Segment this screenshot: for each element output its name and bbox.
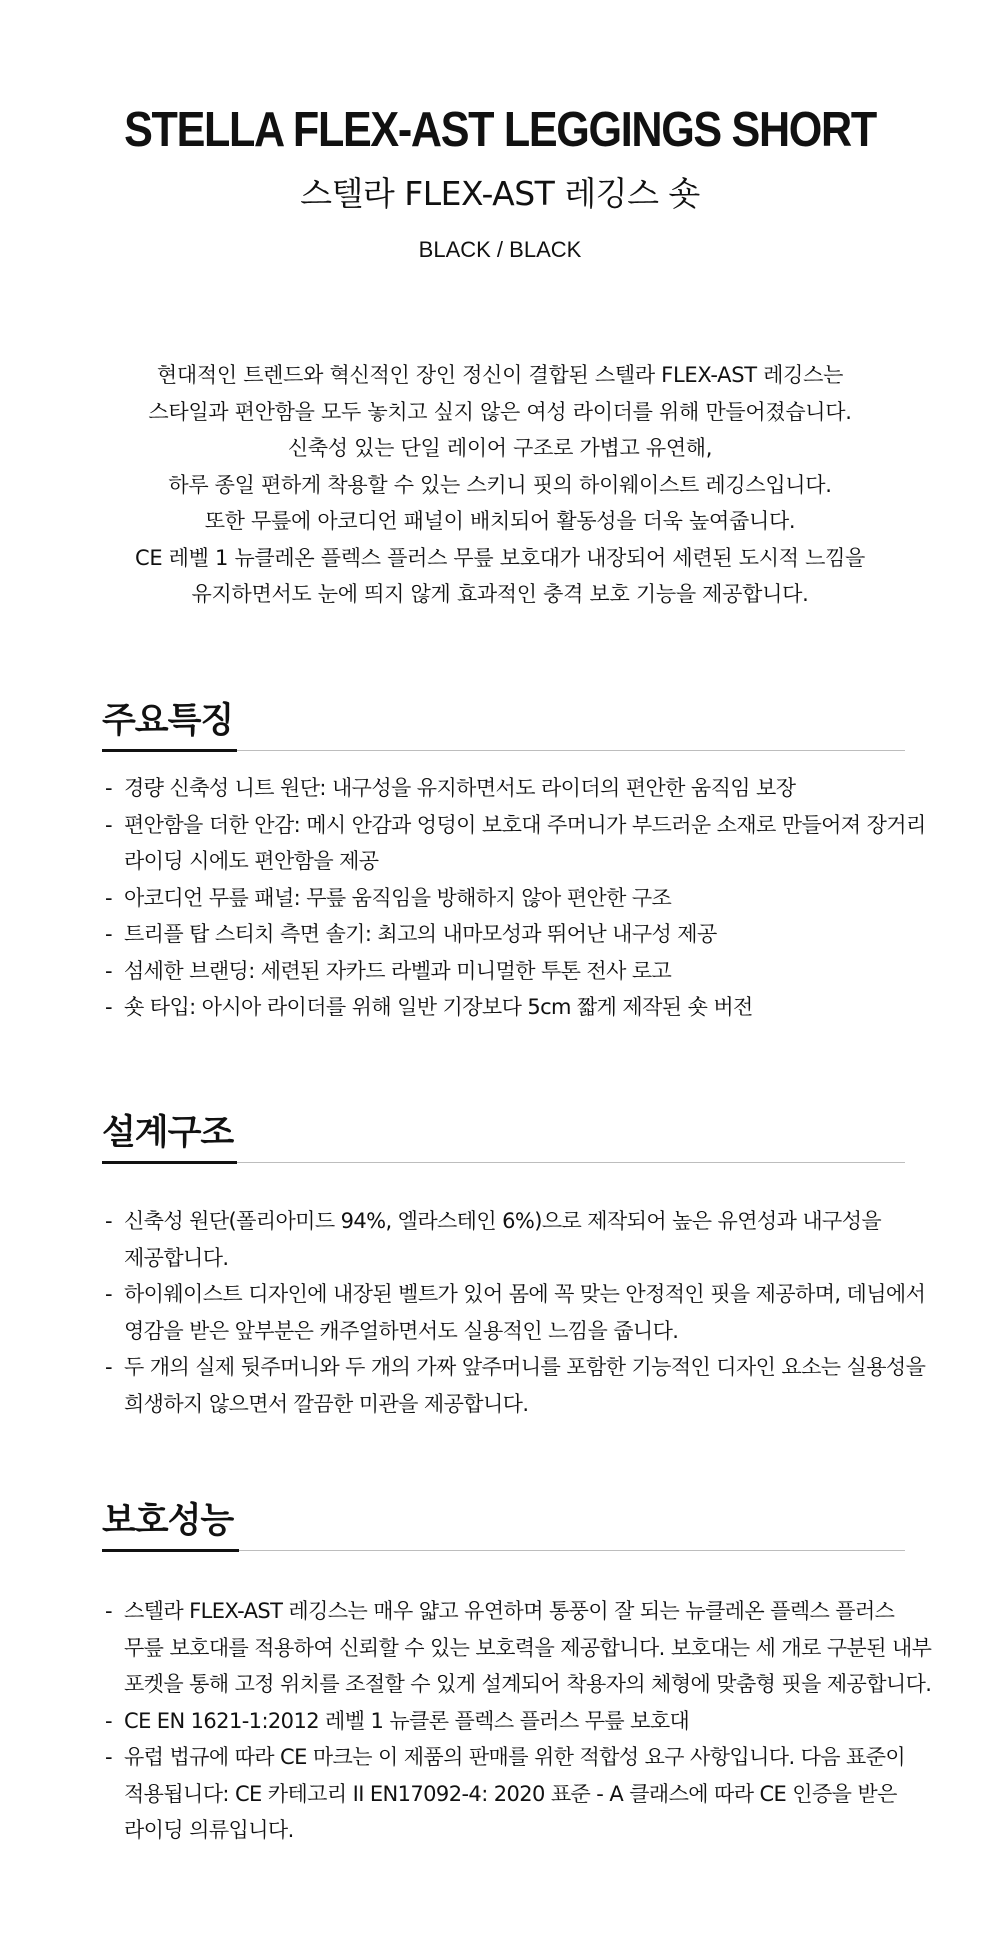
section-title-underline xyxy=(102,749,237,752)
design-title: 설계구조 xyxy=(102,1113,234,1153)
list-item: - 편안함을 더한 안감: 메시 안감과 엉덩이 보호대 주머니가 부드러운 소재로 만들어져 장거리 라이딩 시에도 편안함을 제공 xyxy=(102,807,905,880)
list-item: - 숏 타입: 아시아 라이더를 위해 일반 기장보다 5cm 짧게 제작된 숏 버전 xyxy=(102,989,905,1026)
intro-line: 또한 무릎에 아코디언 패널이 배치되어 활동성을 더욱 높여줍니다. xyxy=(204,509,796,533)
features-header xyxy=(102,698,905,756)
features-section xyxy=(102,698,926,1026)
list-item: - 트리플 탑 스티치 측면 솔기: 최고의 내마모성과 뛰어난 내구성 제공 xyxy=(102,916,905,953)
intro-paragraph xyxy=(0,357,1000,613)
intro-line: 현대적인 트렌드와 혁신적인 장인 정신이 결합된 스텔라 FLEX-AST 레깅스는 xyxy=(156,363,844,387)
features-title: 주요특징 xyxy=(102,701,234,741)
list-item: - 경량 신축성 니트 원단: 내구성을 유지하면서도 라이더의 편안한 움직임 보장 xyxy=(102,770,905,807)
list-item: - 두 개의 실제 뒷주머니와 두 개의 가짜 앞주머니를 포함한 기능적인 디자인 요소는 실용성을 희생하지 않으면서 깔끔한 미관을 제공합니다. xyxy=(102,1349,905,1422)
intro-line: 스타일과 편안함을 모두 놓치고 싶지 않은 여성 라이더를 위해 만들어졌습니다. xyxy=(148,399,852,424)
list-item: - CE EN 1621-1:2012 레벨 1 뉴클론 플렉스 플러스 무릎 보호대 xyxy=(102,1703,905,1740)
intro-line: 하루 종일 편하게 착용할 수 있는 스키니 핏의 하이웨이스트 레깅스입니다. xyxy=(168,472,832,497)
product-color: BLACK / BLACK xyxy=(418,237,582,262)
protection-title: 보호성능 xyxy=(102,1501,234,1541)
product-title: STELLA FLEX-AST LEGGINGS SHORT xyxy=(124,103,876,157)
intro-line: 유지하면서도 눈에 띄지 않게 효과적인 충격 보호 기능을 제공합니다. xyxy=(191,582,809,606)
design-header xyxy=(102,1110,905,1168)
design-section xyxy=(102,1110,926,1422)
list-item: - 스텔라 FLEX-AST 레깅스는 매우 얇고 유연하며 통풍이 잘 되는 뉴클레온 플렉스 플러스 무릎 보호대를 적용하여 신뢰할 수 있는 보호력을 제공합니다. 보호대는 세 개로 구분된 내부 포켓을 통해 고정 위치를 조절할 수 있게 설계되어 착용자의 체형에 맞춤형 핏을 제공합니다. xyxy=(102,1593,905,1703)
product-subtitle: 스텔라 FLEX-AST 레깅스 숏 xyxy=(300,174,700,213)
intro-line: 신축성 있는 단일 레이어 구조로 가볍고 유연해, xyxy=(287,436,713,460)
intro-line: CE 레벨 1 뉴클레온 플렉스 플러스 무릎 보호대가 내장되어 세련된 도시적 느낌을 xyxy=(134,545,866,570)
protection-section xyxy=(102,1498,932,1849)
list-item: - 섬세한 브랜딩: 세련된 자카드 라벨과 미니멀한 투톤 전사 로고 xyxy=(102,953,905,990)
list-item: - 하이웨이스트 디자인에 내장된 벨트가 있어 몸에 꼭 맞는 안정적인 핏을 제공하며, 데님에서 영감을 받은 앞부분은 캐주얼하면서도 실용적인 느낌을 줍니다. xyxy=(102,1276,905,1349)
section-title-underline xyxy=(102,1549,239,1552)
features-list xyxy=(102,770,926,1026)
list-item: - 신축성 원단(폴리아미드 94%, 엘라스테인 6%)으로 제작되어 높은 유연성과 내구성을 제공합니다. xyxy=(102,1203,905,1276)
design-list xyxy=(102,1203,926,1422)
protection-list xyxy=(102,1593,932,1849)
list-item: - 아코디언 무릎 패널: 무릎 움직임을 방해하지 않아 편안한 구조 xyxy=(102,880,905,917)
section-title-underline xyxy=(102,1161,237,1164)
protection-header xyxy=(102,1498,905,1556)
list-item: - 유럽 법규에 따라 CE 마크는 이 제품의 판매를 위한 적합성 요구 사항입니다. 다음 표준이 적용됩니다: CE 카테고리 II EN17092-4: 2020 표준 - A 클래스에 따라 CE 인증을 받은 라이딩 의류입니다. xyxy=(102,1739,905,1849)
